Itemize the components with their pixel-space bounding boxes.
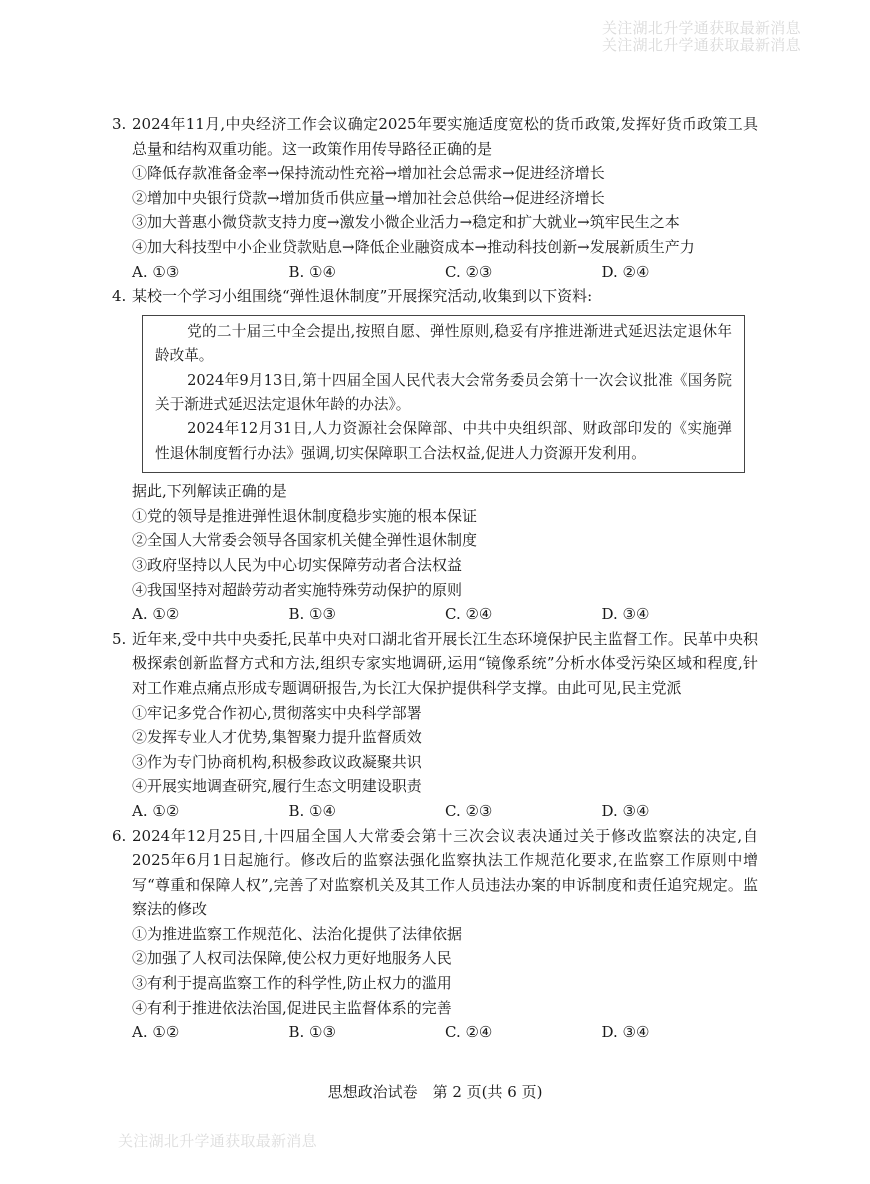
option-4: ④有利于推进依法治国,促进民主监督体系的完善 [132,998,452,1017]
choice-d: D. ②④ [601,262,650,281]
option-1: ①降低存款准备金率→保持流动性充裕→增加社会总需求→促进经济增长 [132,164,605,183]
answer-choices [112,799,758,824]
stem-text: 2024年12月25日,十四届全国人大常委会第十三次会议表决通过关于修改监察法的决定,自2025年6月1日起施行。修改后的监察法强化监察执法工作规范化要求,在监察工作原则中增写“尊重和保障人权”,完善了对监察机关及其工作人员违法办案的申诉制度和责任追究规定。监察法的修改 [132,826,758,919]
option-2: ②发挥专业人才优势,集智聚力提升监督质效 [132,728,422,747]
choice-a: A. ①② [132,1023,180,1042]
stem-text: 某校一个学习小组围绕“弹性退休制度”开展探究活动,收集到以下资料: [132,287,593,306]
option-3: ③加大普惠小微贷款支持力度→激发小微企业活力→稳定和扩大就业→筑牢民生之本 [132,213,680,232]
question-stem [112,112,758,161]
watermark-bottom: 关注湖北升学通获取最新消息 [118,1132,317,1150]
material-paragraph: 2024年9月13日,第十四届全国人民代表大会常务委员会第十一次会议批准《国务院关于渐进式延迟法定退休年龄的办法》。 [155,371,732,413]
stem-text: 近年来,受中共中央委托,民革中央对口湖北省开展长江生态环境保护民主监督工作。民革中央积极探索创新监督方式和方法,组织专家实地调研,运用“镜像系统”分析水体受污染区域和程度,针对工作难点痛点形成专题调研报告,为长江大保护提供科学支撑。由此可见,民主党派 [132,629,758,697]
choice-c: C. ②④ [445,605,493,624]
choice-d: D. ③④ [601,1023,650,1042]
question-number: 5. [112,629,127,648]
question-number: 4. [112,287,127,306]
answer-choices [112,1020,758,1045]
choice-c: C. ②③ [445,801,493,820]
option-3: ③有利于提高监察工作的科学性,防止权力的滥用 [132,974,452,993]
material-box [142,315,745,473]
material-paragraph: 2024年12月31日,人力资源社会保障部、中共中央组织部、财政部印发的《实施弹性退休制度暂行办法》强调,切实保障职工合法权益,促进人力资源开发利用。 [155,420,732,462]
question-stem [112,824,758,922]
option-1: ①党的领导是推进弹性退休制度稳步实施的根本保证 [132,506,478,525]
choice-a: A. ①③ [132,262,180,281]
option-4: ④开展实地调查研究,履行生态文明建设职责 [132,777,422,796]
choice-c: C. ②④ [445,1023,493,1042]
question-number: 3. [112,115,127,133]
choice-c: C. ②③ [445,262,493,281]
option-1: ①为推进监察工作规范化、法治化提供了法律依据 [132,924,463,943]
question-5 [112,627,758,824]
choice-a: A. ①② [132,605,180,624]
answer-choices [112,602,758,627]
option-2: ②全国人大常委会领导各国家机关健全弹性退休制度 [132,531,478,550]
choice-b: B. ①④ [288,262,336,281]
question-stem [112,627,758,701]
option-3: ③作为专门协商机构,积极参政议政凝聚共识 [132,752,422,771]
watermark-line: 关注湖北升学通获取最新消息 [602,36,801,54]
option-4: ④加大科技型中小企业贷款贴息→降低企业融资成本→推动科技创新→发展新质生产力 [132,237,695,256]
option-3: ③政府坚持以人民为中心切实保障劳动者合法权益 [132,555,463,574]
choice-b: B. ①③ [288,605,336,624]
page-footer: 思想政治试卷 第 2 页(共 6 页) [327,1083,543,1101]
option-1: ①牢记多党合作初心,贯彻落实中央科学部署 [132,703,422,722]
answer-choices [112,260,758,285]
question-lead: 据此,下列解读正确的是 [132,482,287,501]
question-6 [112,824,758,1045]
question-4 [112,284,758,627]
choice-b: B. ①④ [288,801,336,820]
choice-a: A. ①② [132,801,180,820]
material-paragraph: 党的二十届三中全会提出,按照自愿、弹性原则,稳妥有序推进渐进式延迟法定退休年龄改革。 [155,322,732,365]
exam-content [112,112,758,1045]
question-stem [112,284,758,309]
watermark-top [602,20,842,54]
choice-d: D. ③④ [601,605,650,624]
option-4: ④我国坚持对超龄劳动者实施特殊劳动保护的原则 [132,580,463,599]
choice-d: D. ③④ [601,801,650,820]
watermark-line: 关注湖北升学通获取最新消息 [602,19,801,37]
question-number: 6. [112,826,127,845]
choice-b: B. ①③ [288,1023,336,1042]
question-3 [112,112,758,284]
option-2: ②增加中央银行贷款→增加货币供应量→增加社会总供给→促进经济增长 [132,188,605,207]
option-2: ②加强了人权司法保障,使公权力更好地服务人民 [132,949,452,968]
stem-text: 2024年11月,中央经济工作会议确定2025年要实施适度宽松的货币政策,发挥好货币政策工具总量和结构双重功能。这一政策作用传导路径正确的是 [132,115,758,158]
